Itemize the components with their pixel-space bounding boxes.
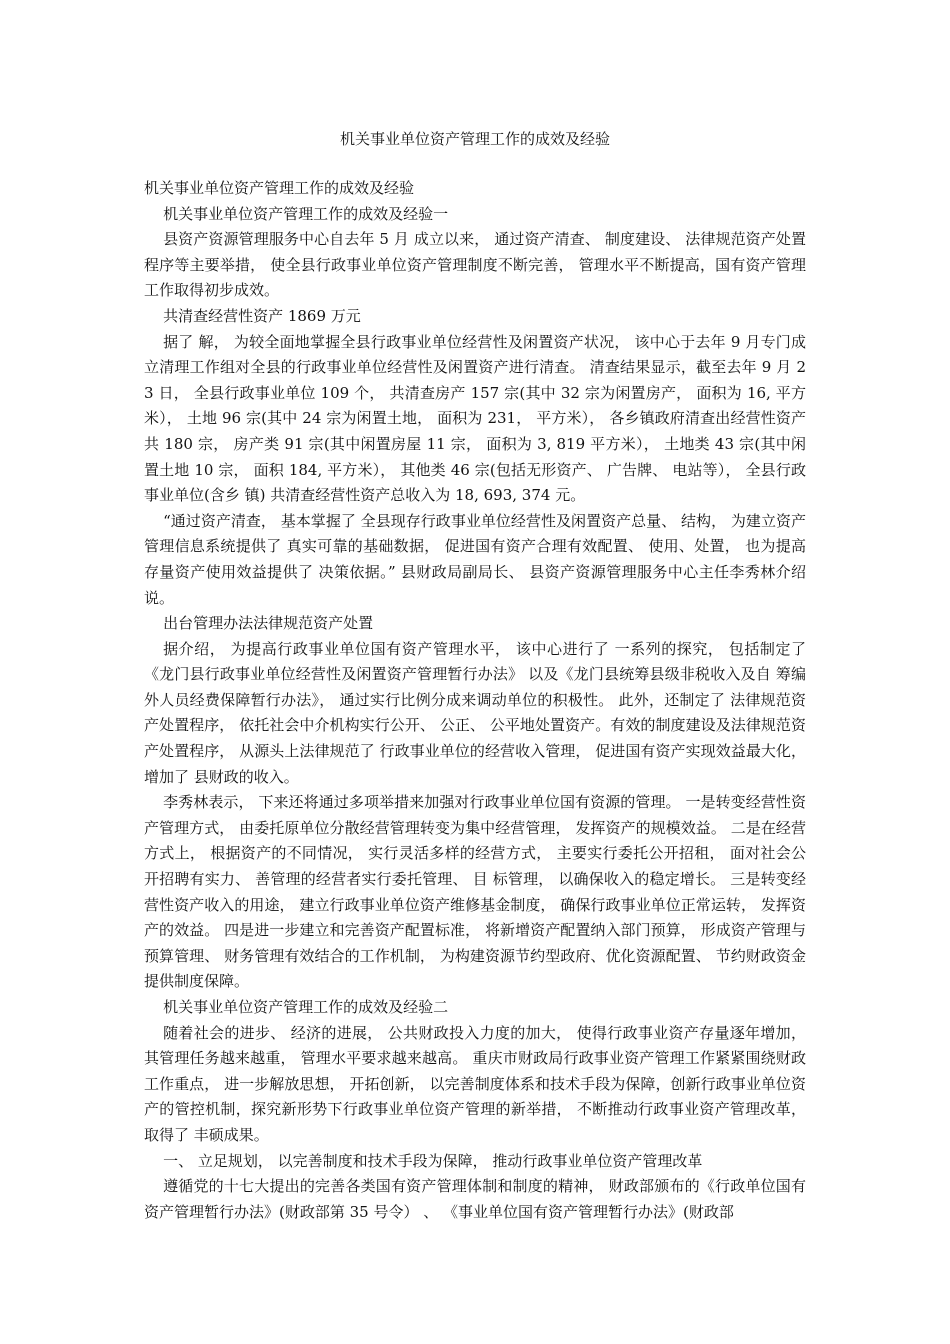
- subsection-heading: 一、 立足规划， 以完善制度和技术手段为保障， 推动行政事业单位资产管理改革: [163, 1151, 703, 1170]
- body-paragraph: 县资产资源管理服务中心自去年 5 月 成立以来， 通过资产清查、 制度建设、 法律规范资产处置程序等主要举措， 使全县行政事业单位资产管理制度不断完善， 管理水平不断提高，国有资产管理工作取得初步成效。: [144, 230, 806, 300]
- subsection-heading: 共清查经营性资产 1869 万元: [163, 306, 361, 325]
- document-title: 机关事业单位资产管理工作的成效及经验: [339, 130, 610, 148]
- subsection-heading: 机关事业单位资产管理工作的成效及经验二: [163, 998, 449, 1016]
- subsection-heading: 机关事业单位资产管理工作的成效及经验一: [163, 204, 449, 223]
- section-heading: 机关事业单位资产管理工作的成效及经验: [144, 179, 415, 197]
- body-paragraph: 李秀林表示， 下来还将通过多项举措来加强对行政事业单位国有资源的管理。 一是转变经营性资产管理方式， 由委托原单位分散经营管理转变为集中经营管理， 发挥资产的规模效益。 二是在经营方式上， 根据资产的不同情况， 实行灵活多样的经营方式， 主要实行委托公开招租， 面对社会公开招聘有实力、 善管理的经营者实行委托管理、 目 标管理， 以确保收入的稳定增长。 三是转变经营性资产收入的用途， 建立行政事业单位资产维修基金制度， 确保行政事业单位正常运转， 发挥资产的效益。 四是进一步建立和完善资产配置标准， 将新增资产配置纳入部门预算， 形成资产管理与预算管理、 财务管理有效结合的工作机制， 为构建资源节约型政府、优化资源配置、 节约财政资金提供制度保障。: [144, 793, 806, 991]
- body-paragraph: 随着社会的进步、 经济的进展， 公共财政投入力度的加大， 使得行政事业资产存量逐年增加， 其管理任务越来越重， 管理水平要求越来越高。 重庆市财政局行政事业资产管理工作紧紧围绕财政工作重点， 进一步解放思想， 开拓创新， 以完善制度体系和技术手段为保障，创新行政事业单位资产的管控机制，探究新形势下行政事业单位资产管理的新举措， 不断推动行政事业资产管理改革， 取得了 丰硕成果。: [144, 1023, 806, 1144]
- document-body: [144, 176, 806, 1225]
- subsection-heading: 出台管理办法法律规范资产处置: [163, 614, 374, 633]
- body-paragraph: 据了 解， 为较全面地掌握全县行政事业单位经营性及闲置资产状况， 该中心于去年 9 月专门成立清理工作组对全县的行政事业单位经营性及闲置资产进行清查。 清查结果显示，截至去年 9 月 23 日， 全县行政事业单位 109 个， 共清查房产 157 宗(其中 32 宗为闲置房产， 面积为 16, 平方米）， 土地 96 宗(其中 24 宗为闲置土地， 面积为 231， 平方米）， 各乡镇政府清查出经营性资产共 180 宗， 房产类 91 宗(其中闲置房屋 11 宗， 面积为 3, 819 平方米）， 土地类 43 宗(其中闲置土地 10 宗， 面积 184, 平方米）， 其他类 46 宗(包括无形资产、 广告牌、 电站等）， 全县行政事业单位(含乡 镇) 共清查经营性资产总收入为 18, 693, 374 元。: [144, 332, 806, 505]
- body-paragraph: “通过资产清查， 基本掌握了 全县现存行政事业单位经营性及闲置资产总量、 结构， 为建立资产管理信息系统提供了 真实可靠的基础数据， 促进国有资产合理有效配置、 使用、处置， 也为提高存量资产使用效益提供了 决策依据。” 县财政局副局长、 县资产资源管理服务中心主任李秀林介绍说。: [144, 511, 806, 607]
- body-paragraph: 据介绍， 为提高行政事业单位国有资产管理水平， 该中心进行了 一系列的探究， 包括制定了 《龙门县行政事业单位经营性及闲置资产管理暂行办法》 以及《龙门县统筹县级非税收入及自 筹编外人员经费保障暂行办法》， 通过实行比例分成来调动单位的积极性。 此外，还制定了 法律规范资产处置程序， 依托社会中介机构实行公开、 公正、 公平地处置资产。有效的制度建设及法律规范资产处置程序， 从源头上法律规范了 行政事业单位的经营收入管理， 促进国有资产实现效益最大化，增加了 县财政的收入。: [144, 639, 806, 786]
- body-paragraph: 遵循党的十七大提出的完善各类国有资产管理体制和制度的精神， 财政部颁布的《行政单位国有资产管理暂行办法》(财政部第 35 号令） 、 《事业单位国有资产管理暂行办法》(财政部: [144, 1177, 806, 1221]
